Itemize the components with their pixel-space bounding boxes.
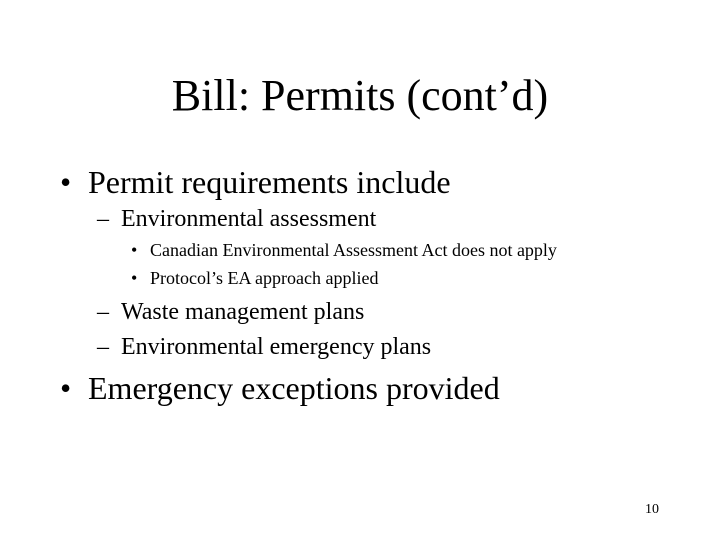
slide-title: Bill: Permits (cont’d) xyxy=(171,71,549,120)
sub-item-environmental-assessment xyxy=(97,205,376,233)
bullet-item-emergency-exceptions xyxy=(60,369,500,407)
bullet-marker: • xyxy=(60,370,72,406)
sub-item-waste-management xyxy=(97,298,364,326)
dash-marker: – xyxy=(97,206,109,232)
sub-item-text: Waste management plans xyxy=(121,299,365,325)
dash-marker: – xyxy=(97,334,109,360)
dash-marker: – xyxy=(97,299,109,325)
bullet-marker: • xyxy=(131,268,138,288)
sub-item-text: Environmental assessment xyxy=(121,206,377,232)
sub-sub-item-ea-approach xyxy=(131,267,378,289)
bullet-text: Emergency exceptions provided xyxy=(88,370,500,406)
sub-item-emergency-plans xyxy=(97,333,431,361)
bullet-item-permit-requirements xyxy=(60,163,451,201)
bullet-text: Permit requirements include xyxy=(88,164,451,200)
sub-sub-item-text: Protocol’s EA approach applied xyxy=(150,268,379,288)
sub-item-text: Environmental emergency plans xyxy=(121,334,432,360)
page-number: 10 xyxy=(645,502,659,517)
bullet-marker: • xyxy=(131,240,138,260)
sub-sub-item-text: Canadian Environmental Assessment Act does not apply xyxy=(150,240,557,260)
bullet-marker: • xyxy=(60,164,72,200)
sub-sub-item-ceaa xyxy=(131,239,557,261)
